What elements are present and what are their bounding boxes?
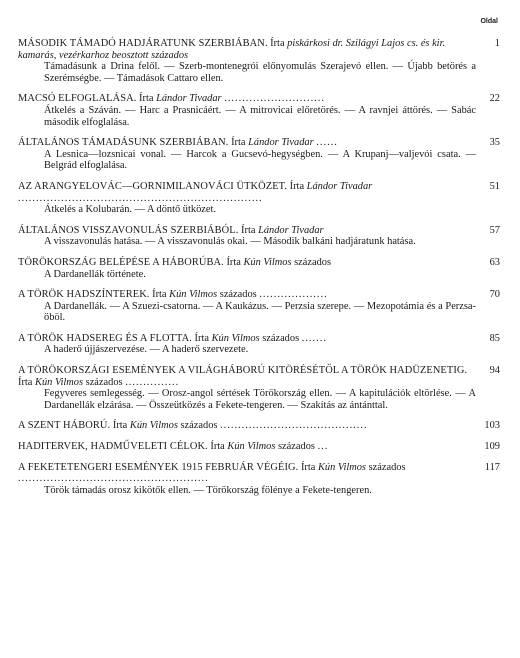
toc-entry-description: A Lesnica—lozsnicai vonal. — Harcok a Gucsevó-hegységben. — A Krupanj—valjevói csata. — Belgrád elfoglalása. (44, 148, 476, 172)
toc-entry-heading (18, 441, 500, 453)
toc-entry (18, 225, 500, 248)
toc-entry-page-number: 70 (489, 289, 500, 301)
toc-entry-by: Írta (300, 461, 316, 473)
toc-entry-author: Lándor Tivadar (248, 137, 314, 149)
toc-entry-heading (18, 225, 500, 237)
toc-entry-description: Török támadás orosz kikötők ellen. — Törökország fölénye a Fekete-tengeren. (44, 484, 372, 496)
toc-entry-title: MACSÓ ELFOGLALÁSA. (18, 93, 137, 105)
toc-entry (18, 462, 500, 497)
toc-entry-description: Átkelés a Száván. — Harc a Prasnicáért. — A mitrovicai előretörés. — A ravnjei áttörés. — Sabác második elfoglalása. (44, 104, 476, 128)
toc-entry-title: A TÖRÖKORSZÁGI ESEMÉNYEK A VILÁGHÁBORÚ KITÖRÉSÉTŐL A TÖRÖK HADÜZENETIG. (18, 365, 468, 377)
toc-entry (18, 441, 500, 453)
toc-entry (18, 420, 500, 432)
toc-leader-dots: ......................................... (220, 420, 368, 432)
toc-entry-page-number: 85 (489, 332, 500, 344)
toc-entry-by: Írta (241, 224, 256, 236)
toc-entry (18, 333, 500, 356)
toc-entry (18, 137, 500, 172)
toc-entry-page-number: 51 (489, 180, 500, 192)
toc-entry-by: Írta (289, 180, 305, 192)
toc-entry-author: Kún Vilmos (317, 461, 366, 473)
toc-entry-page-number: 94 (489, 365, 500, 377)
toc-entry-title: HADITERVEK, HADMŰVELETI CÉLOK. (18, 441, 208, 453)
toc-entry-page-number: 1 (494, 38, 500, 49)
toc-entry-page-number: 103 (484, 420, 500, 432)
toc-entry (18, 38, 500, 84)
toc-entry-by: Írta (112, 420, 128, 432)
toc-leader-dots: .................................................................... (18, 192, 263, 204)
toc-entry-description: A Dardanellák. — A Szuezi-csatorna. — A Kaukázus. — Perzsia szerepe. — Mezopotámia és a Perzsa-öböl. (44, 300, 476, 324)
toc-leader-dots: ............................ (224, 93, 325, 105)
toc-entry-page-number: 63 (489, 256, 500, 268)
toc-leader-dots: ..................................................... (18, 473, 209, 485)
toc-entry-description: A haderő újjászervezése. — A haderő szervezete. (44, 344, 249, 356)
toc-entry-page-number: 57 (489, 224, 500, 236)
toc-entry-description: A visszavonulás hatása. — A visszavonulás okai. — Második balkáni hadjáratunk hatása. (44, 236, 416, 248)
toc-entry-heading (18, 38, 500, 61)
toc-entry-rank: százados (262, 332, 300, 344)
toc-entry-heading (18, 365, 500, 388)
toc-entry-title: ÁLTALÁNOS VISSZAVONULÁS SZERBIÁBÓL. (18, 224, 239, 236)
toc-entry-title: ÁLTALÁNOS TÁMADÁSUNK SZERBIÁBAN. (18, 137, 229, 149)
toc-entry-description: A Dardanellák története. (44, 268, 146, 280)
toc-entry-author: Kún Vilmos (227, 441, 276, 453)
toc-entry-page-number: 117 (484, 461, 500, 473)
toc-entry-author: Kún Vilmos (129, 420, 178, 432)
toc-entry-rank: százados (85, 376, 123, 388)
toc-entry-heading (18, 420, 500, 432)
toc-entry-author: Lándor Tivadar (258, 224, 324, 236)
toc-entry-description: Támadásunk a Drina felől. — Szerb-montenegrói előnyomulás Szerajevó ellen. — Újabb betörés a Szerémségbe. — Támadások Cattaro ellen. (44, 61, 476, 84)
toc-entry-title: A FEKETETENGERI ESEMÉNYEK 1915 FEBRUÁR VÉGÉIG. (18, 461, 299, 473)
toc-entry-page-number: 22 (489, 93, 500, 105)
toc-entry (18, 365, 500, 411)
toc-leader-dots: ............... (125, 376, 180, 388)
toc-entry-title: MÁSODIK TÁMADÓ HADJÁRATUNK SZERBIÁBAN. (18, 38, 268, 49)
toc-leader-dots: ... (317, 441, 329, 453)
toc-entry-heading (18, 137, 500, 149)
toc-entry-title: A TÖRÖK HADSEREG ÉS A FLOTTA. (18, 332, 192, 344)
toc-entry-title: A SZENT HÁBORÚ. (18, 420, 111, 432)
toc-entry-author: Kún Vilmos (35, 376, 84, 388)
toc-entry-by: Írta (226, 256, 241, 268)
toc-entry-rank: százados (294, 256, 332, 268)
toc-entry-heading (18, 257, 500, 269)
toc-entry-title: AZ ARANGYELOVÁC—GORNIMILANOVÁCI ÜTKÖZET. (18, 180, 288, 192)
toc-entry-description: Átkelés a Kolubarán. — A döntő ütközet. (44, 204, 216, 216)
toc-entry-heading (18, 181, 500, 204)
toc-entry (18, 289, 500, 324)
toc-entry-title: A TÖRÖK HADSZÍNTEREK. (18, 289, 150, 301)
toc-entry-rank: százados (278, 441, 315, 453)
toc-entry-rank: százados (180, 420, 218, 432)
toc-entry-author: Kún Vilmos (169, 289, 218, 301)
toc-entry-by: Írta (18, 376, 33, 388)
toc-entry-by: Írta (270, 38, 285, 49)
toc-entry-author: Lándor Tivadar (306, 180, 373, 192)
toc-entry-heading (18, 289, 500, 301)
page-column-header: Oldal (480, 18, 498, 25)
toc-leader-dots: ....... (301, 332, 327, 344)
toc-entry-heading (18, 93, 500, 105)
toc-entries (18, 38, 500, 505)
toc-entry-by: Írta (194, 332, 209, 344)
toc-leader-dots: ...... (316, 137, 338, 149)
toc-entry (18, 93, 500, 128)
toc-entry-author: piskárkosi dr. Szilágyi Lajos cs. és kir. kamarás, vezérkarhoz beosztott százados (18, 38, 446, 61)
toc-entry-by: Írta (210, 441, 225, 453)
toc-entry-author: Kún Vilmos (211, 332, 260, 344)
toc-entry-page-number: 35 (489, 137, 500, 149)
toc-entry-by: Írta (139, 93, 154, 105)
toc-entry-page-number: 109 (484, 441, 500, 453)
toc-entry-description: Fegyveres semlegesség. — Orosz-angol sértések Törökország ellen. — A kapitulációk eltörlése. — A Dardanellák elzárása. — Összeütközés a Fekete-tengeren. — Szakítás az ántánttal. (44, 388, 476, 411)
toc-entry-rank: százados (219, 289, 257, 301)
toc-leader-dots: ................... (259, 289, 328, 301)
toc-entry-title: TÖRÖKORSZÁG BELÉPÉSE A HÁBORÚBA. (18, 256, 224, 268)
toc-entry (18, 181, 500, 216)
toc-entry-author: Kún Vilmos (243, 256, 292, 268)
toc-entry-heading (18, 333, 500, 345)
toc-entry-author: Lándor Tivadar (156, 93, 222, 105)
toc-entry (18, 257, 500, 280)
toc-entry-rank: százados (368, 461, 406, 473)
toc-entry-by: Írta (231, 137, 246, 149)
toc-entry-heading (18, 462, 500, 485)
toc-entry-by: Írta (152, 289, 167, 301)
